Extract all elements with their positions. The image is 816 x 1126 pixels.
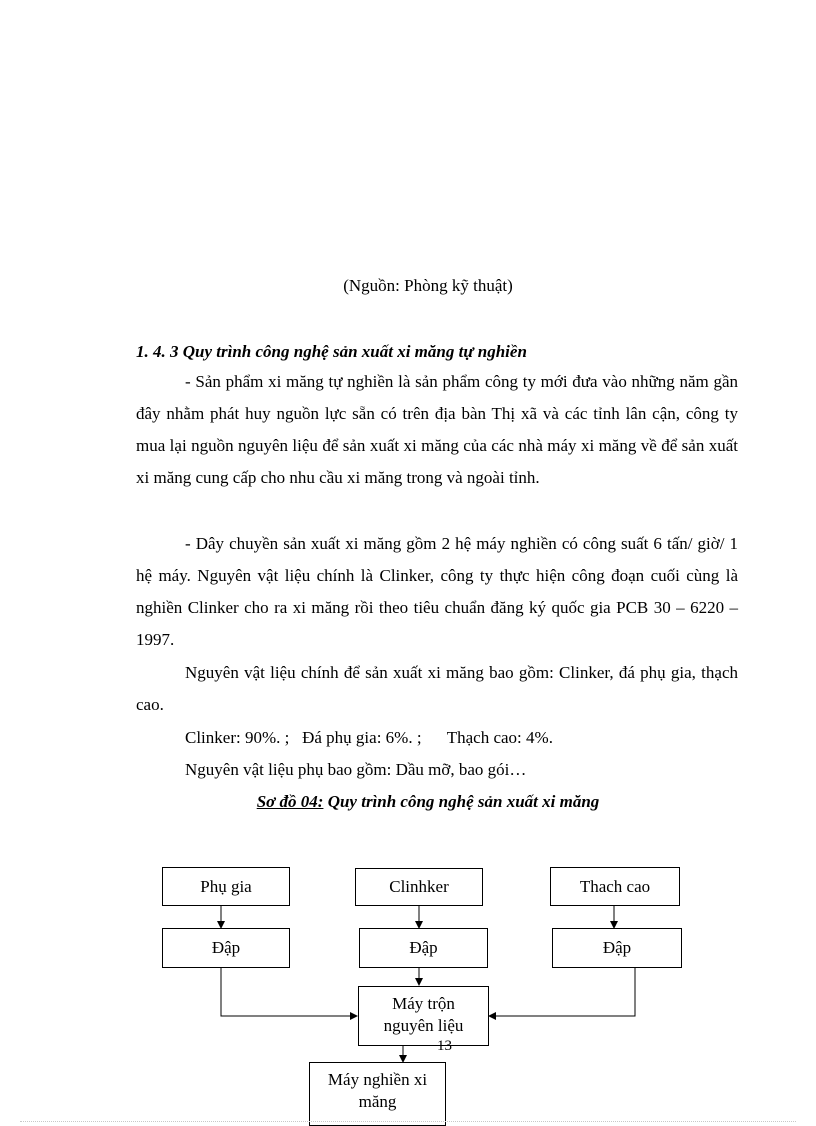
box-thach-cao: Thach cao: [550, 867, 680, 906]
page-number: 13: [437, 1038, 452, 1054]
section-heading: 1. 4. 3 Quy trình công nghệ sản xuất xi măng tự nghiền: [136, 342, 527, 361]
source-note: (Nguồn: Phòng kỹ thuật): [343, 276, 513, 295]
paragraph-main-materials: [136, 657, 738, 721]
arrow-dap-right-to-mixer: [489, 967, 635, 1016]
paragraph-production-line: [136, 528, 738, 656]
box-dap-left: Đập: [162, 928, 290, 968]
box-dap-right: Đập: [552, 928, 682, 968]
page-bottom-divider: [20, 1121, 796, 1122]
diagram-title: [20, 792, 816, 812]
box-phu-gia: Phụ gia: [162, 867, 290, 906]
diagram-title-rest: Quy trình công nghệ sản xuất xi măng: [323, 792, 600, 811]
diagram-title-prefix: Sơ đồ 04:: [256, 792, 324, 811]
paragraph-1-text: - Sản phẩm xi măng tự nghiền là sản phẩm công ty mới đưa vào những năm gần đây nhằm phát huy nguồn lực sẵn có trên địa bàn Thị xã và các tỉnh lân cận, công ty mua lại nguồn nguyên liệu để sản xuất xi măng của các nhà máy xi măng về để sản xuất xi măng cung cấp cho nhu cầu xi măng trong và ngoài tỉnh.: [136, 372, 738, 487]
box-dap-center: Đập: [359, 928, 488, 968]
box-may-nghien: Máy nghiền xi măng: [309, 1062, 446, 1126]
arrow-dap-left-to-mixer: [221, 967, 357, 1016]
paragraph-product-intro: [136, 366, 738, 494]
box-may-tron: Máy trộn nguyên liệu: [358, 986, 489, 1046]
material-ratios: Clinker: 90%. ; Đá phụ gia: 6%. ; Thạch cao: 4%.: [185, 728, 553, 747]
paragraph-2-text: - Dây chuyền sản xuất xi măng gồm 2 hệ máy nghiền có công suất 6 tấn/ giờ/ 1 hệ máy. Nguyên vật liệu chính là Clinker, công ty thực hiện công đoạn cuối cùng là nghiền Clinker cho ra xi măng rồi theo tiêu chuẩn đăng ký quốc gia PCB 30 – 6220 – 1997.: [136, 534, 738, 649]
paragraph-secondary-materials: Nguyên vật liệu phụ bao gồm: Dầu mỡ, bao gói…: [185, 760, 527, 779]
box-clinker: Clinhker: [355, 868, 483, 906]
paragraph-3-text: Nguyên vật liệu chính để sản xuất xi măng bao gồm: Clinker, đá phụ gia, thạch cao.: [136, 663, 738, 714]
